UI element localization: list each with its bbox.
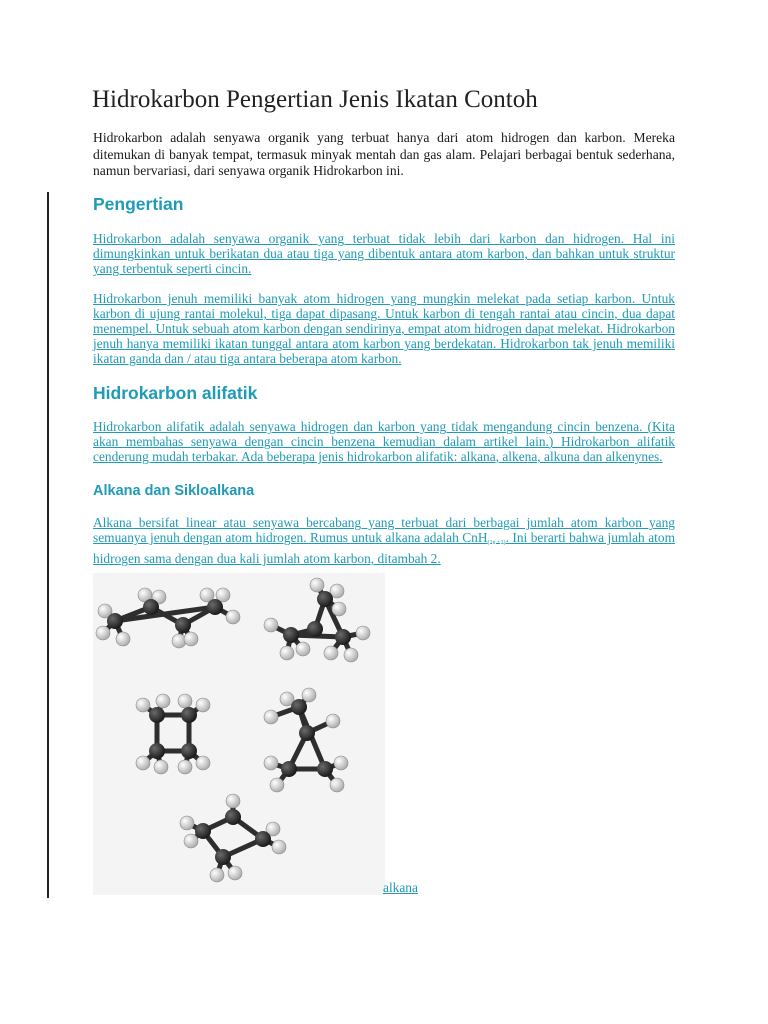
hydrogen-atom — [264, 618, 278, 632]
carbon-atom — [143, 599, 159, 615]
alkane-molecules-image — [93, 573, 385, 895]
butane-molecule — [96, 588, 240, 648]
carbon-atom — [291, 699, 307, 715]
hydrogen-atom — [264, 710, 278, 724]
hydrogen-atom — [136, 756, 150, 770]
side-rule — [47, 192, 49, 898]
carbon-atom — [207, 599, 223, 615]
hydrogen-atom — [272, 840, 286, 854]
hydrogen-atom — [156, 694, 170, 708]
pengertian-paragraph-1[interactable]: Hidrokarbon adalah senyawa organik yang terbuat tidak lebih dari karbon dan hidrogen. Hal ini dimungkinkan untuk berikatan dua atau tiga yang dibentuk antara atom karbon, dan bahkan untuk struktur yang terbentuk seperti cincin. — [93, 231, 675, 276]
pengertian-paragraph-2[interactable]: Hidrokarbon jenuh memiliki banyak atom hidrogen yang mungkin melekat pada setiap karbon. Untuk karbon di ujung rantai molekul, tiga dapat dipasang. Untuk karbon di tengah rantai atau cincin, dua dapat menempel. Untuk sebuah atom karbon dengan sendirinya, empat atom hidrogen dapat melekat. Hidrokarbon jenuh hanya memiliki ikatan tunggal antara atom karbon yang berdekatan. Hidrokarbon tak jenuh memiliki ikatan ganda dan / atau tiga antara beberapa atom karbon. — [93, 291, 675, 366]
hydrogen-atom — [226, 794, 240, 808]
hydrogen-atom — [196, 756, 210, 770]
alkana-text-before: Alkana bersifat linear atau senyawa bercabang yang terbuat dari berbagai jumlah atom karbon yang semuanya jenuh dengan atom hidrogen. Rumus untuk alkana adalah CnH — [93, 515, 675, 545]
hydrogen-atom — [356, 626, 370, 640]
hydrogen-atom — [116, 632, 130, 646]
carbon-atom — [149, 743, 165, 759]
hydrogen-atom — [172, 634, 186, 648]
carbon-atom — [181, 707, 197, 723]
hydrogen-atom — [296, 642, 310, 656]
hydrogen-atom — [96, 626, 110, 640]
hydrogen-atom — [330, 778, 344, 792]
hydrogen-atom — [270, 778, 284, 792]
hydrogen-atom — [344, 648, 358, 662]
carbon-atom — [335, 629, 351, 645]
hydrogen-atom — [326, 714, 340, 728]
isobutane-molecule — [264, 578, 370, 662]
carbon-atom — [181, 743, 197, 759]
carbon-atom — [107, 613, 123, 629]
hydrogen-atom — [154, 760, 168, 774]
carbon-atom — [255, 831, 271, 847]
carbon-atom — [225, 809, 241, 825]
hydrogen-atom — [302, 688, 316, 702]
carbon-atom — [307, 621, 323, 637]
hydrogen-atom — [180, 816, 194, 830]
carbon-atom — [317, 761, 333, 777]
alkana-text-after: . Ini berarti bahwa jumlah atom hidrogen sama dengan dua kali jumlah atom karbon, ditambah 2. — [93, 530, 675, 566]
hydrogen-atom — [226, 610, 240, 624]
hydrogen-atom — [264, 756, 278, 770]
methylcyclopropane-molecule — [264, 688, 348, 792]
carbon-atom — [175, 617, 191, 633]
carbon-atom — [195, 823, 211, 839]
hydrogen-atom — [324, 646, 338, 660]
heading-pengertian: Pengertian — [93, 194, 184, 214]
carbon-atom — [281, 761, 297, 777]
cyclobutane-molecule — [136, 694, 210, 774]
hydrogen-atom — [178, 760, 192, 774]
carbon-atom — [299, 725, 315, 741]
hydrogen-atom — [184, 632, 198, 646]
figure-caption[interactable]: alkana — [383, 880, 418, 895]
hydrogen-atom — [310, 578, 324, 592]
alkana-paragraph[interactable] — [93, 515, 675, 566]
hydrogen-atom — [196, 698, 210, 712]
bicyclobutane-molecule — [180, 794, 286, 882]
intro-paragraph: Hidrokarbon adalah senyawa organik yang terbuat hanya dari atom hidrogen dan karbon. Mereka ditemukan di banyak tempat, termasuk minyak mentah dan gas alam. Pelajari berbagai bentuk sederhana, namun bervariasi, dari senyawa organik Hidrokarbon ini. — [93, 130, 675, 178]
carbon-atom — [317, 591, 333, 607]
carbon-atom — [215, 849, 231, 865]
hydrogen-atom — [136, 698, 150, 712]
formula-subscript: (2n +2) — [487, 540, 506, 546]
hydrogen-atom — [228, 866, 242, 880]
hydrogen-atom — [280, 646, 294, 660]
carbon-atom — [149, 707, 165, 723]
hydrogen-atom — [184, 834, 198, 848]
heading-hidrokarbon-alifatik: Hidrokarbon alifatik — [93, 383, 258, 403]
hydrogen-atom — [178, 694, 192, 708]
alifatik-paragraph[interactable]: Hidrokarbon alifatik adalah senyawa hidrogen dan karbon yang tidak mengandung cincin benzena. (Kita akan membahas senyawa dengan cincin benzena kemudian dalam artikel lain.) Hidrokarbon alifatik cenderung mudah terbakar. Ada beberapa jenis hidrokarbon alifatik: alkana, alkena, alkuna dan alkenynes. — [93, 419, 675, 464]
heading-alkana-sikloalkana: Alkana dan Sikloalkana — [93, 483, 255, 499]
hydrogen-atom — [332, 602, 346, 616]
carbon-atom — [283, 627, 299, 643]
hydrogen-atom — [210, 868, 224, 882]
page-title: Hidrokarbon Pengertian Jenis Ikatan Contoh — [92, 86, 538, 113]
hydrogen-atom — [334, 756, 348, 770]
